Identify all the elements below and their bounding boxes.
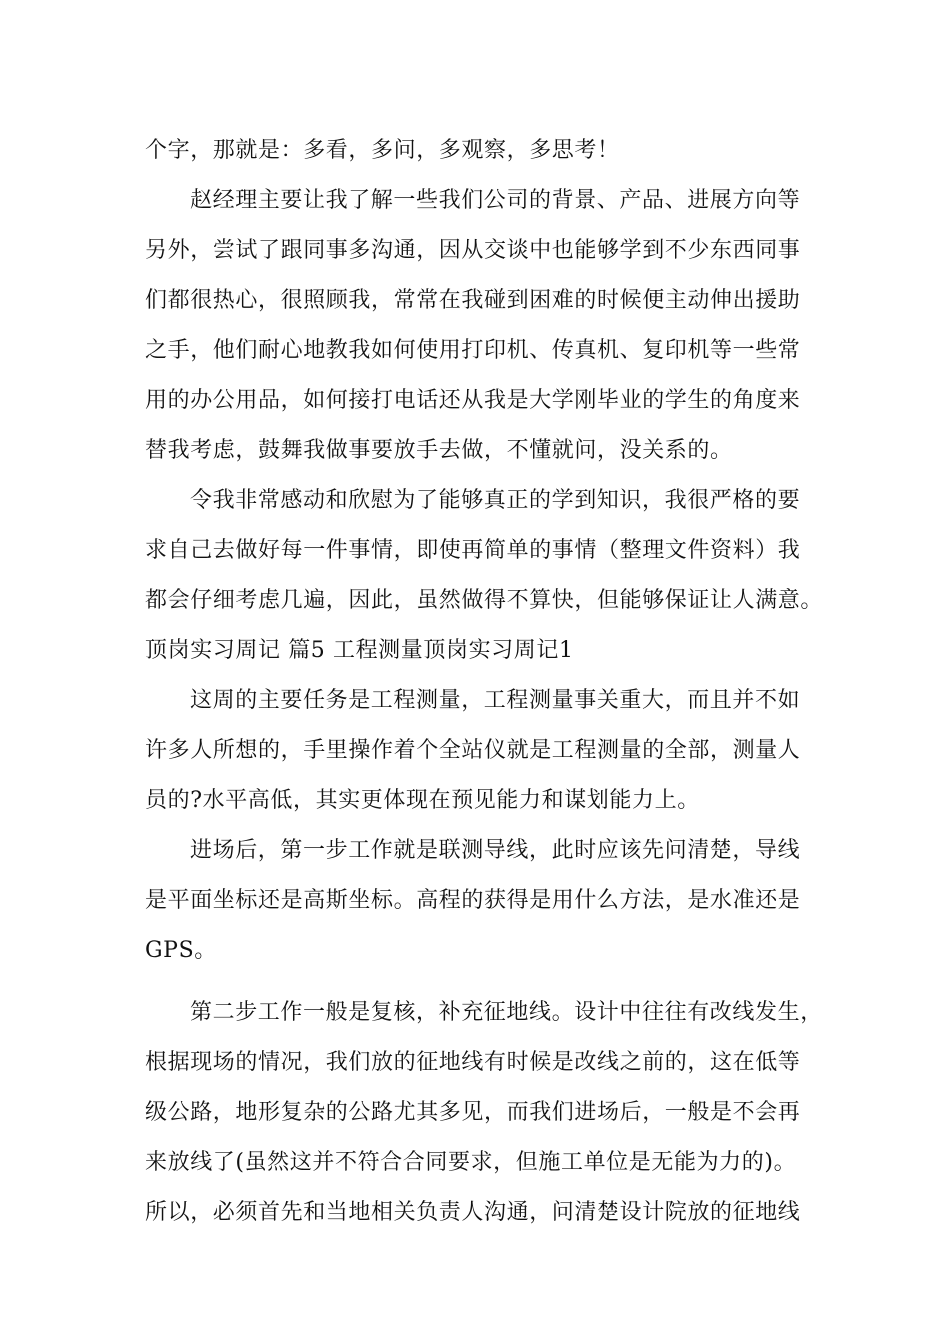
- text-line: 令我非常感动和欣慰为了能够真正的学到知识，我很严格的要: [190, 488, 801, 513]
- text-line: 这周的主要任务是工程测量，工程测量事关重大，而且并不如: [190, 688, 801, 713]
- text-line: 个字，那就是：多看，多问，多观察，多思考！: [145, 138, 620, 163]
- text-line: 许多人所想的，手里操作着个全站仪就是工程测量的全部，测量人: [145, 738, 801, 763]
- text-line: 之手，他们耐心地教我如何使用打印机、传真机、复印机等一些常: [145, 338, 801, 363]
- text-line: GPS。: [145, 938, 217, 963]
- text-line: 求自己去做好每一件事情，即使再简单的事情（整理文件资料）我: [145, 538, 801, 563]
- text-line: 来放线了(虽然这并不符合合同要求，但施工单位是无能为力的)。: [145, 1150, 797, 1175]
- text-line: 赵经理主要让我了解一些我们公司的背景、产品、进展方向等: [190, 188, 801, 213]
- text-line: 所以，必须首先和当地相关负责人沟通，问清楚设计院放的征地线: [145, 1200, 801, 1225]
- text-line: 级公路，地形复杂的公路尤其多见，而我们进场后，一般是不会再: [145, 1100, 801, 1125]
- text-line: 员的?水平高低，其实更体现在预见能力和谋划能力上。: [145, 788, 700, 813]
- section-heading: 顶岗实习周记 篇5 工程测量顶岗实习周记1: [145, 638, 574, 663]
- text-line: 根据现场的情况，我们放的征地线有时候是改线之前的，这在低等: [145, 1050, 801, 1075]
- text-line: 第二步工作一般是复核，补充征地线。设计中往往有改线发生，: [190, 1000, 823, 1025]
- text-line: 是平面坐标还是高斯坐标。高程的获得是用什么方法，是水准还是: [145, 888, 801, 913]
- text-line: 替我考虑，鼓舞我做事要放手去做，不懂就问，没关系的。: [145, 438, 733, 463]
- text-line: 进场后，第一步工作就是联测导线，此时应该先问清楚，导线: [190, 838, 801, 863]
- text-line: 都会仔细考虑几遍，因此，虽然做得不算快，但能够保证让人满意。: [145, 588, 824, 613]
- text-line: 另外，尝试了跟同事多沟通，因从交谈中也能够学到不少东西同事: [145, 238, 801, 263]
- text-line: 用的办公用品，如何接打电话还从我是大学刚毕业的学生的角度来: [145, 388, 801, 413]
- text-line: 们都很热心，很照顾我，常常在我碰到困难的时候便主动伸出援助: [145, 288, 801, 313]
